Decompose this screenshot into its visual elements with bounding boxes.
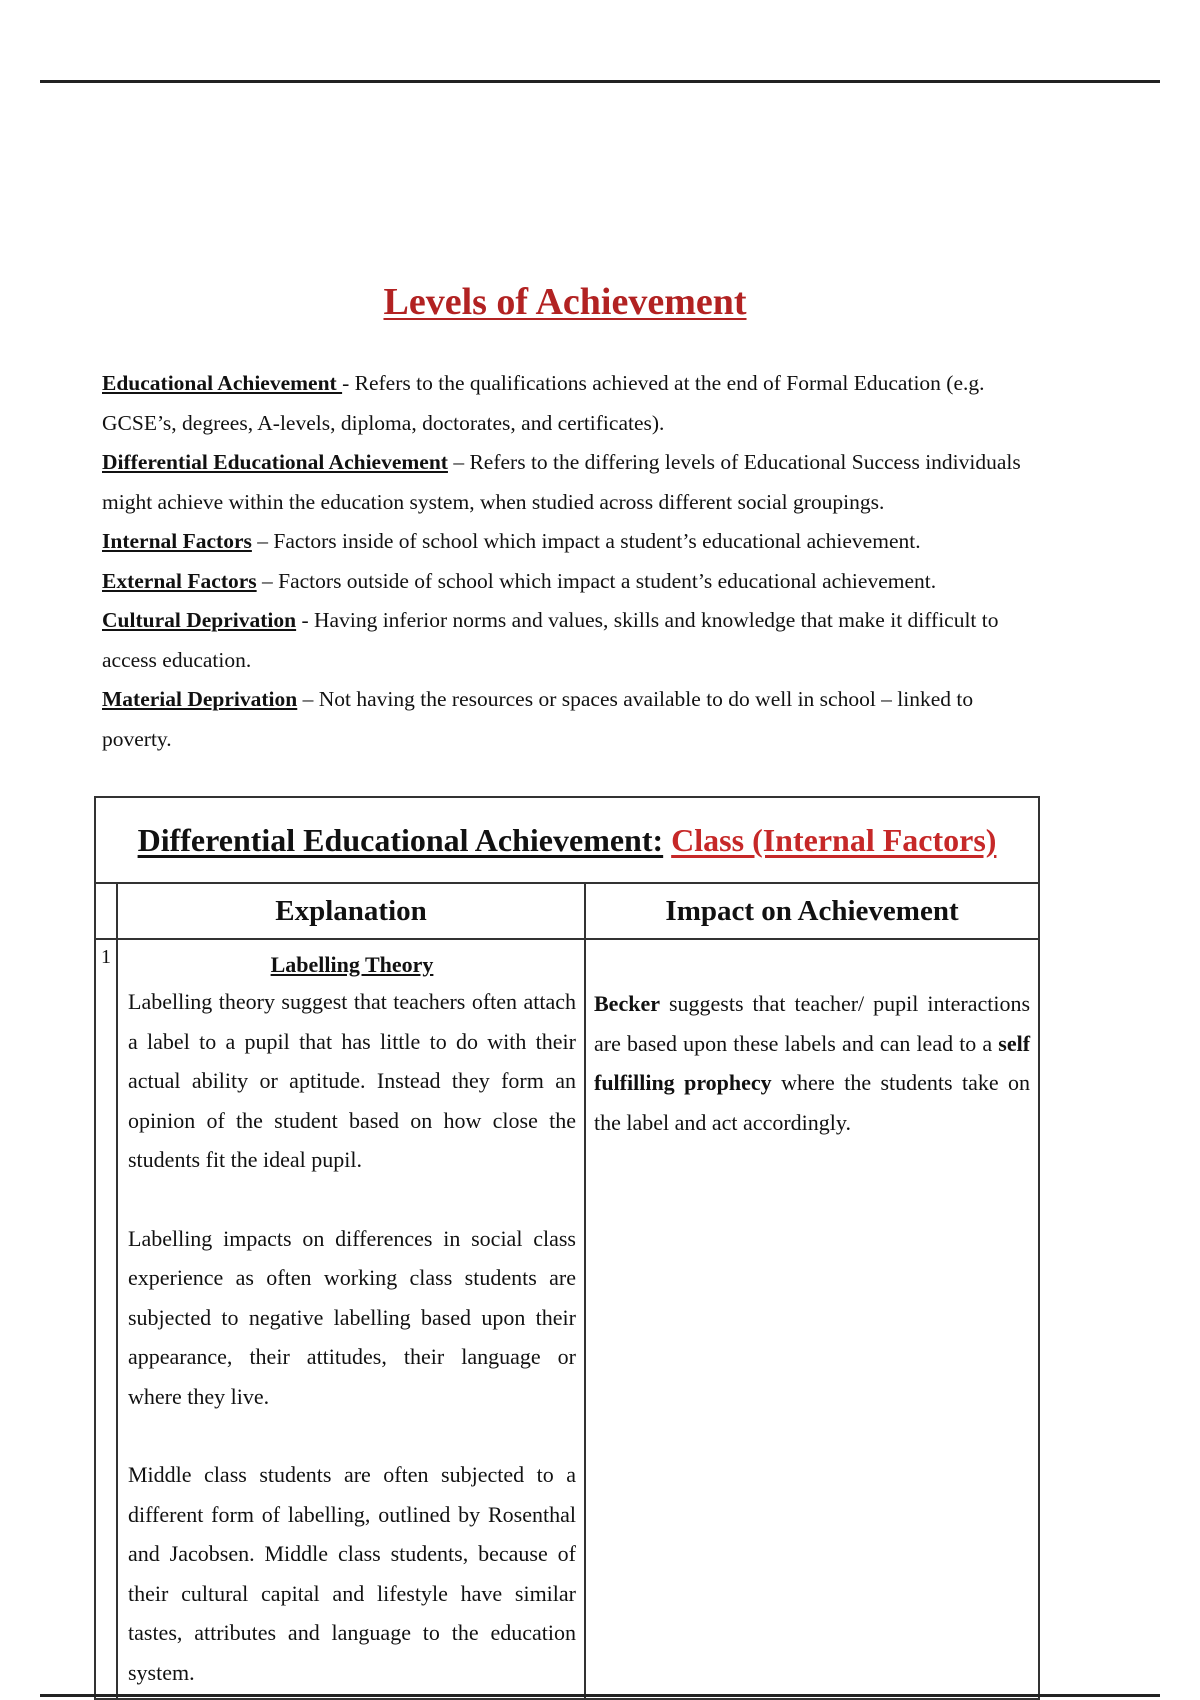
definition-text: Not having the resources or spaces available to do well in school – linked to poverty. bbox=[102, 687, 974, 751]
definition-text: Having inferior norms and values, skills and knowledge that make it difficult to access education. bbox=[102, 608, 999, 672]
definition-internal-factors bbox=[102, 522, 1042, 562]
definition-text: Factors inside of school which impact a student’s educational achievement. bbox=[273, 529, 921, 553]
definition-cultural-deprivation bbox=[102, 601, 1042, 680]
definition-educational-achievement bbox=[102, 364, 1042, 443]
table-heading-main: Differential Educational Achievement: bbox=[137, 821, 664, 858]
explanation-cell bbox=[117, 939, 585, 1699]
table-heading-highlight: Class (Internal Factors) bbox=[671, 821, 997, 858]
impact-text-b: where the students take on the label and act accordingly. bbox=[594, 1070, 1031, 1135]
definition-term: Cultural Deprivation bbox=[102, 608, 297, 632]
definition-separator: – bbox=[447, 450, 470, 474]
explanation-paragraph: Middle class students are often subjected to a different form of labelling, outlined by Rosenthal and Jacobsen. Middle class students, because of their cultural capital and lifestyle have similar tastes, attributes and language to the education system. bbox=[128, 1462, 576, 1685]
definition-text: Refers to the qualifications achieved at the end of Formal Education (e.g. GCSE’s, degrees, A-levels, diploma, doctorates, and certificates). bbox=[102, 371, 985, 435]
definition-term: Educational Achievement bbox=[102, 371, 343, 395]
impact-cell bbox=[585, 939, 1039, 1699]
row-number: 1 bbox=[95, 939, 117, 1699]
impact-text-a: suggests that teacher/ pupil interactions are based upon these labels and can lead to a bbox=[594, 991, 1031, 1056]
definition-text: Refers to the differing levels of Educational Success individuals might achieve within the education system, when studied across different social groupings. bbox=[102, 450, 1021, 514]
column-header-explanation: Explanation bbox=[117, 883, 585, 939]
column-header-impact: Impact on Achievement bbox=[585, 883, 1039, 939]
table-heading bbox=[95, 797, 1039, 883]
definition-separator: - bbox=[342, 371, 355, 395]
definition-separator: – bbox=[297, 687, 319, 711]
impact-name: Becker bbox=[594, 991, 660, 1016]
definition-term: Internal Factors bbox=[102, 529, 252, 553]
definition-term: Material Deprivation bbox=[102, 687, 298, 711]
definition-separator: – bbox=[251, 529, 274, 553]
column-header-number bbox=[95, 883, 117, 939]
definition-differential-achievement bbox=[102, 443, 1042, 522]
achievement-table bbox=[94, 796, 1040, 1700]
explanation-paragraph: Labelling impacts on differences in social class experience as often working class students are subjected to negative labelling based upon their appearance, their attitudes, their language or where they live. bbox=[128, 1225, 576, 1409]
definition-term: External Factors bbox=[102, 568, 257, 593]
page-title: Levels of Achievement bbox=[383, 281, 747, 323]
explanation-paragraph: Labelling theory suggest that teachers often attach a label to a pupil that has little to do with their actual ability or aptitude. Instead they form an opinion of the student based on how close the students fit the ideal pupil. bbox=[128, 989, 576, 1172]
definition-external-factors bbox=[102, 562, 1042, 602]
table-column-header-row bbox=[95, 883, 1039, 939]
definition-text: Factors outside of school which impact a student’s educational achievement. bbox=[278, 568, 937, 593]
definition-separator: - bbox=[296, 608, 315, 632]
definitions-list bbox=[102, 364, 1042, 759]
definition-material-deprivation bbox=[102, 680, 1042, 759]
table-row bbox=[95, 939, 1039, 1699]
table-heading-row bbox=[95, 797, 1039, 883]
row-subheading: Labelling Theory bbox=[270, 952, 434, 977]
top-rule bbox=[40, 80, 1160, 83]
definition-separator: – bbox=[256, 568, 279, 593]
impact-emphasis: self fulfilling prophecy bbox=[594, 1030, 1031, 1095]
bottom-rule bbox=[40, 1694, 1160, 1697]
definition-term: Differential Educational Achievement bbox=[102, 450, 448, 474]
